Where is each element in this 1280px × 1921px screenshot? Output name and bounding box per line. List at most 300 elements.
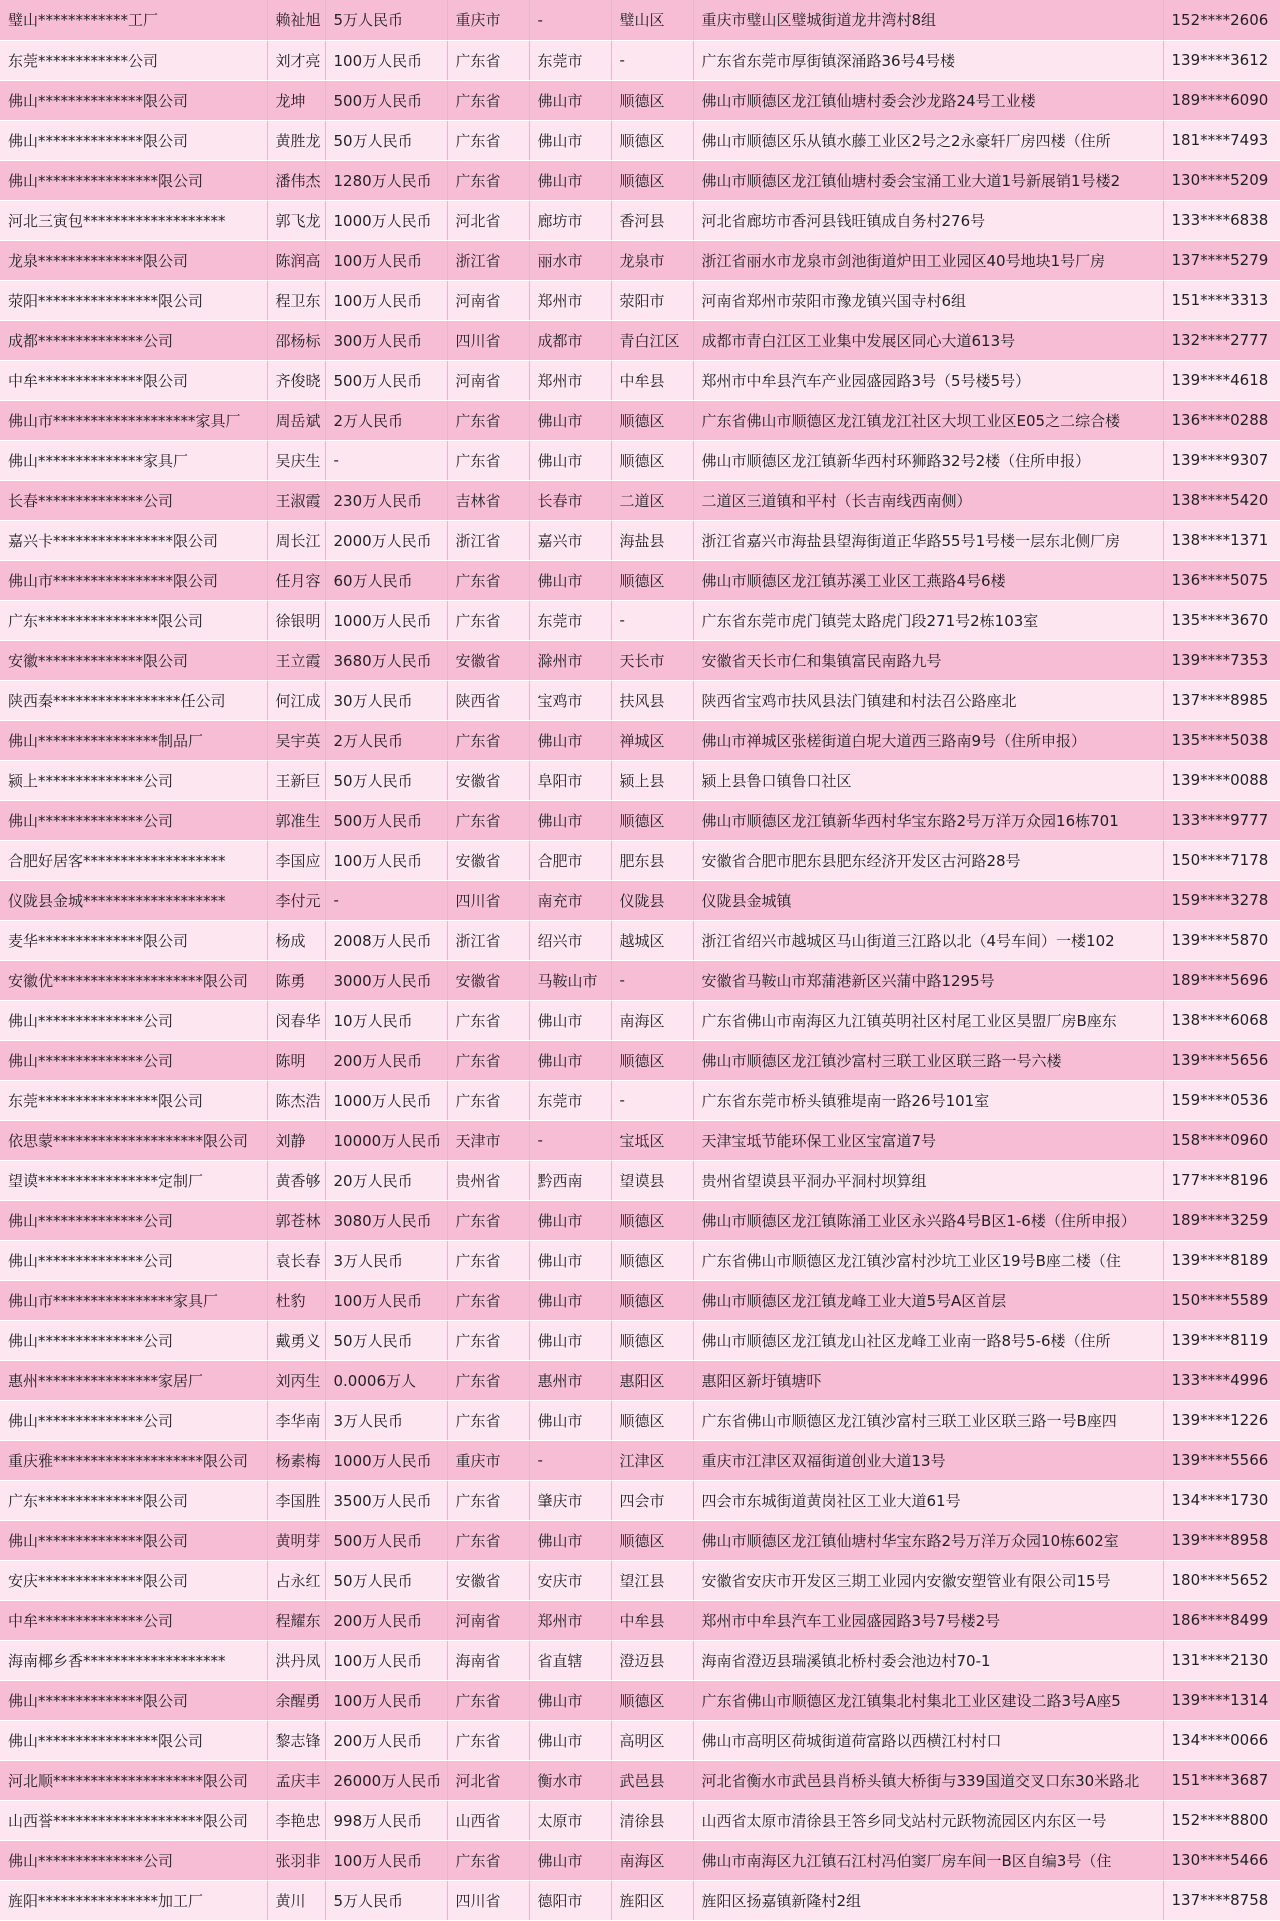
- registered-capital-cell: 500万人民币: [325, 80, 447, 120]
- district-cell: 清徐县: [611, 1800, 693, 1840]
- city-cell: 佛山市: [529, 440, 611, 480]
- city-cell: -: [529, 1120, 611, 1160]
- registered-capital-cell: 100万人民币: [325, 1680, 447, 1720]
- province-cell: 广东省: [447, 1080, 529, 1120]
- city-cell: 郑州市: [529, 1600, 611, 1640]
- company-name-cell: 佛山**************公司: [0, 800, 267, 840]
- phone-cell: 152****8800: [1163, 1800, 1280, 1840]
- registered-capital-cell: 50万人民币: [325, 1320, 447, 1360]
- table-row: [0, 360, 1280, 400]
- table-row: [0, 1440, 1280, 1480]
- company-name-cell: 颍上**************公司: [0, 760, 267, 800]
- province-cell: 浙江省: [447, 520, 529, 560]
- province-cell: 天津市: [447, 1120, 529, 1160]
- city-cell: 嘉兴市: [529, 520, 611, 560]
- address-cell: 佛山市顺德区乐从镇水藤工业区2号之2永豪轩厂房四楼（住所: [693, 120, 1163, 160]
- contact-name-cell: 王淑霞: [267, 480, 325, 520]
- company-name-cell: 佛山**************公司: [0, 1840, 267, 1880]
- address-cell: 海南省澄迈县瑞溪镇北桥村委会池边村70-1: [693, 1640, 1163, 1680]
- address-cell: 颍上县鲁口镇鲁口社区: [693, 760, 1163, 800]
- registered-capital-cell: 60万人民币: [325, 560, 447, 600]
- district-cell: 顺德区: [611, 1040, 693, 1080]
- registered-capital-cell: 1000万人民币: [325, 200, 447, 240]
- table-row: [0, 120, 1280, 160]
- district-cell: 璧山区: [611, 0, 693, 40]
- contact-name-cell: 吴庆生: [267, 440, 325, 480]
- contact-name-cell: 陈杰浩: [267, 1080, 325, 1120]
- province-cell: 广东省: [447, 800, 529, 840]
- city-cell: 佛山市: [529, 1680, 611, 1720]
- company-name-cell: 望谟****************定制厂: [0, 1160, 267, 1200]
- table-row: [0, 920, 1280, 960]
- district-cell: 二道区: [611, 480, 693, 520]
- contact-name-cell: 潘伟杰: [267, 160, 325, 200]
- province-cell: 广东省: [447, 1280, 529, 1320]
- company-name-cell: 广东****************限公司: [0, 600, 267, 640]
- contact-name-cell: 何江成: [267, 680, 325, 720]
- province-cell: 广东省: [447, 1680, 529, 1720]
- address-cell: 安徽省安庆市开发区三期工业园内安徽安塑管业有限公司15号: [693, 1560, 1163, 1600]
- city-cell: 德阳市: [529, 1880, 611, 1920]
- company-name-cell: 河北顺********************限公司: [0, 1760, 267, 1800]
- registered-capital-cell: 5万人民币: [325, 0, 447, 40]
- company-name-cell: 安徽优********************限公司: [0, 960, 267, 1000]
- contact-name-cell: 邵杨标: [267, 320, 325, 360]
- table-row: [0, 1080, 1280, 1120]
- contact-name-cell: 王立霞: [267, 640, 325, 680]
- address-cell: 广东省东莞市厚街镇深涌路36号4号楼: [693, 40, 1163, 80]
- contact-name-cell: 黄胜龙: [267, 120, 325, 160]
- address-cell: 广东省东莞市虎门镇莞太路虎门段271号2栋103室: [693, 600, 1163, 640]
- city-cell: 东莞市: [529, 600, 611, 640]
- district-cell: 顺德区: [611, 1200, 693, 1240]
- phone-cell: 139****3612: [1163, 40, 1280, 80]
- phone-cell: 137****8985: [1163, 680, 1280, 720]
- contact-name-cell: 赖祉旭: [267, 0, 325, 40]
- registered-capital-cell: 10万人民币: [325, 1000, 447, 1040]
- table-row: [0, 320, 1280, 360]
- address-cell: 惠阳区新圩镇塘吓: [693, 1360, 1163, 1400]
- district-cell: 天长市: [611, 640, 693, 680]
- registered-capital-cell: 100万人民币: [325, 1840, 447, 1880]
- city-cell: 佛山市: [529, 1000, 611, 1040]
- address-cell: 广东省佛山市顺德区龙江镇集北村集北工业区建设二路3号A座5: [693, 1680, 1163, 1720]
- province-cell: 四川省: [447, 320, 529, 360]
- phone-cell: 151****3687: [1163, 1760, 1280, 1800]
- province-cell: 广东省: [447, 720, 529, 760]
- registered-capital-cell: 50万人民币: [325, 760, 447, 800]
- registered-capital-cell: 500万人民币: [325, 1520, 447, 1560]
- city-cell: 佛山市: [529, 1240, 611, 1280]
- address-cell: 广东省佛山市顺德区龙江镇沙富村三联工业区联三路一号B座四: [693, 1400, 1163, 1440]
- table-row: [0, 280, 1280, 320]
- contact-name-cell: 郭飞龙: [267, 200, 325, 240]
- province-cell: 广东省: [447, 1520, 529, 1560]
- province-cell: 广东省: [447, 1240, 529, 1280]
- city-cell: 宝鸡市: [529, 680, 611, 720]
- district-cell: 旌阳区: [611, 1880, 693, 1920]
- province-cell: 山西省: [447, 1800, 529, 1840]
- address-cell: 安徽省合肥市肥东县肥东经济开发区古河路28号: [693, 840, 1163, 880]
- contact-name-cell: 刘丙生: [267, 1360, 325, 1400]
- district-cell: 顺德区: [611, 1240, 693, 1280]
- phone-cell: 133****4996: [1163, 1360, 1280, 1400]
- district-cell: 望江县: [611, 1560, 693, 1600]
- phone-cell: 135****3670: [1163, 600, 1280, 640]
- contact-name-cell: 李艳忠: [267, 1800, 325, 1840]
- phone-cell: 158****0960: [1163, 1120, 1280, 1160]
- phone-cell: 139****8958: [1163, 1520, 1280, 1560]
- phone-cell: 159****3278: [1163, 880, 1280, 920]
- table-row: [0, 0, 1280, 40]
- registered-capital-cell: 1280万人民币: [325, 160, 447, 200]
- contact-name-cell: 齐俊晓: [267, 360, 325, 400]
- district-cell: 顺德区: [611, 440, 693, 480]
- company-name-cell: 山西誉********************限公司: [0, 1800, 267, 1840]
- contact-name-cell: 占永红: [267, 1560, 325, 1600]
- registered-capital-cell: 0.0006万人: [325, 1360, 447, 1400]
- province-cell: 四川省: [447, 880, 529, 920]
- city-cell: 佛山市: [529, 1400, 611, 1440]
- contact-name-cell: 任月容: [267, 560, 325, 600]
- district-cell: 肥东县: [611, 840, 693, 880]
- registered-capital-cell: 1000万人民币: [325, 1440, 447, 1480]
- table-row: [0, 640, 1280, 680]
- address-cell: 河北省廊坊市香河县钱旺镇成自务村276号: [693, 200, 1163, 240]
- city-cell: 成都市: [529, 320, 611, 360]
- registered-capital-cell: 30万人民币: [325, 680, 447, 720]
- province-cell: 广东省: [447, 440, 529, 480]
- registered-capital-cell: 50万人民币: [325, 120, 447, 160]
- city-cell: 佛山市: [529, 1840, 611, 1880]
- district-cell: 颍上县: [611, 760, 693, 800]
- table-row: [0, 1680, 1280, 1720]
- city-cell: 佛山市: [529, 400, 611, 440]
- province-cell: 广东省: [447, 1720, 529, 1760]
- district-cell: 顺德区: [611, 1520, 693, 1560]
- district-cell: 四会市: [611, 1480, 693, 1520]
- city-cell: 佛山市: [529, 1520, 611, 1560]
- table-row: [0, 1200, 1280, 1240]
- registered-capital-cell: 200万人民币: [325, 1040, 447, 1080]
- phone-cell: 130****5209: [1163, 160, 1280, 200]
- district-cell: 青白江区: [611, 320, 693, 360]
- district-cell: -: [611, 1080, 693, 1120]
- address-cell: 佛山市顺德区龙江镇陈涌工业区永兴路4号B区1-6楼（住所申报）: [693, 1200, 1163, 1240]
- city-cell: 佛山市: [529, 1200, 611, 1240]
- registered-capital-cell: 230万人民币: [325, 480, 447, 520]
- table-row: [0, 1480, 1280, 1520]
- phone-cell: 137****8758: [1163, 1880, 1280, 1920]
- province-cell: 安徽省: [447, 1560, 529, 1600]
- address-cell: 浙江省嘉兴市海盐县望海街道正华路55号1号楼一层东北侧厂房: [693, 520, 1163, 560]
- phone-cell: 136****0288: [1163, 400, 1280, 440]
- phone-cell: 189****3259: [1163, 1200, 1280, 1240]
- district-cell: 南海区: [611, 1840, 693, 1880]
- registered-capital-cell: 3000万人民币: [325, 960, 447, 1000]
- district-cell: 荥阳市: [611, 280, 693, 320]
- registered-capital-cell: 100万人民币: [325, 280, 447, 320]
- address-cell: 佛山市顺德区龙江镇仙塘村华宝东路2号万洋万众园10栋602室: [693, 1520, 1163, 1560]
- phone-cell: 189****5696: [1163, 960, 1280, 1000]
- company-name-cell: 惠州****************家居厂: [0, 1360, 267, 1400]
- city-cell: 绍兴市: [529, 920, 611, 960]
- table-row: [0, 1040, 1280, 1080]
- table-row: [0, 1000, 1280, 1040]
- company-name-cell: 佛山**************公司: [0, 1400, 267, 1440]
- address-cell: 贵州省望谟县平洞办平洞村坝算组: [693, 1160, 1163, 1200]
- registered-capital-cell: 2000万人民币: [325, 520, 447, 560]
- table-row: [0, 1840, 1280, 1880]
- company-name-cell: 佛山**************公司: [0, 1200, 267, 1240]
- registered-capital-cell: 100万人民币: [325, 40, 447, 80]
- phone-cell: 139****5566: [1163, 1440, 1280, 1480]
- registered-capital-cell: 1000万人民币: [325, 600, 447, 640]
- city-cell: 佛山市: [529, 560, 611, 600]
- company-name-cell: 中牟**************公司: [0, 1600, 267, 1640]
- contact-name-cell: 郭苍林: [267, 1200, 325, 1240]
- contact-name-cell: 洪丹凤: [267, 1640, 325, 1680]
- registered-capital-cell: 200万人民币: [325, 1600, 447, 1640]
- company-name-cell: 佛山**************限公司: [0, 80, 267, 120]
- contact-name-cell: 龙坤: [267, 80, 325, 120]
- registered-capital-cell: 100万人民币: [325, 840, 447, 880]
- district-cell: 顺德区: [611, 400, 693, 440]
- city-cell: 郑州市: [529, 280, 611, 320]
- table-row: [0, 1320, 1280, 1360]
- table-row: [0, 1640, 1280, 1680]
- table-row: [0, 1160, 1280, 1200]
- phone-cell: 177****8196: [1163, 1160, 1280, 1200]
- address-cell: 仪陇县金城镇: [693, 880, 1163, 920]
- district-cell: 禅城区: [611, 720, 693, 760]
- company-name-cell: 佛山**************公司: [0, 1000, 267, 1040]
- address-cell: 佛山市顺德区龙江镇苏溪工业区工燕路4号6楼: [693, 560, 1163, 600]
- city-cell: 阜阳市: [529, 760, 611, 800]
- company-name-cell: 璧山************工厂: [0, 0, 267, 40]
- contact-name-cell: 戴勇义: [267, 1320, 325, 1360]
- registered-capital-cell: 3680万人民币: [325, 640, 447, 680]
- province-cell: 广东省: [447, 1040, 529, 1080]
- province-cell: 吉林省: [447, 480, 529, 520]
- phone-cell: 135****5038: [1163, 720, 1280, 760]
- company-name-cell: 佛山**************公司: [0, 1320, 267, 1360]
- phone-cell: 134****0066: [1163, 1720, 1280, 1760]
- table-row: [0, 1280, 1280, 1320]
- registered-capital-cell: 300万人民币: [325, 320, 447, 360]
- registered-capital-cell: -: [325, 880, 447, 920]
- province-cell: 安徽省: [447, 840, 529, 880]
- table-row: [0, 1600, 1280, 1640]
- company-name-cell: 龙泉**************限公司: [0, 240, 267, 280]
- city-cell: 衡水市: [529, 1760, 611, 1800]
- registered-capital-cell: 10000万人民币: [325, 1120, 447, 1160]
- company-name-cell: 佛山**************公司: [0, 1040, 267, 1080]
- company-name-cell: 合肥好居客*******************: [0, 840, 267, 880]
- district-cell: -: [611, 600, 693, 640]
- registered-capital-cell: 100万人民币: [325, 1640, 447, 1680]
- city-cell: 滁州市: [529, 640, 611, 680]
- address-cell: 山西省太原市清徐县王答乡同戈站村元跃物流园区内东区一号: [693, 1800, 1163, 1840]
- company-name-cell: 佛山市****************家具厂: [0, 1280, 267, 1320]
- contact-name-cell: 陈勇: [267, 960, 325, 1000]
- district-cell: 中牟县: [611, 360, 693, 400]
- registered-capital-cell: 2008万人民币: [325, 920, 447, 960]
- contact-name-cell: 袁长春: [267, 1240, 325, 1280]
- company-name-cell: 成都**************公司: [0, 320, 267, 360]
- registered-capital-cell: 3万人民币: [325, 1400, 447, 1440]
- address-cell: 二道区三道镇和平村（长吉南线西南侧）: [693, 480, 1163, 520]
- province-cell: 广东省: [447, 1840, 529, 1880]
- address-cell: 佛山市南海区九江镇石江村冯伯窦厂房车间一B区自编3号（住: [693, 1840, 1163, 1880]
- phone-cell: 159****0536: [1163, 1080, 1280, 1120]
- address-cell: 佛山市高明区荷城街道荷富路以西横江村村口: [693, 1720, 1163, 1760]
- table-row: [0, 1760, 1280, 1800]
- province-cell: 广东省: [447, 400, 529, 440]
- district-cell: 顺德区: [611, 1680, 693, 1720]
- province-cell: 陕西省: [447, 680, 529, 720]
- contact-name-cell: 黄明芽: [267, 1520, 325, 1560]
- table-row: [0, 80, 1280, 120]
- city-cell: 惠州市: [529, 1360, 611, 1400]
- address-cell: 佛山市顺德区龙江镇龙山社区龙峰工业南一路8号5-6楼（住所: [693, 1320, 1163, 1360]
- table-row: [0, 40, 1280, 80]
- city-cell: 佛山市: [529, 1720, 611, 1760]
- company-name-cell: 佛山**************限公司: [0, 1520, 267, 1560]
- company-name-cell: 佛山**************家具厂: [0, 440, 267, 480]
- phone-cell: 133****6838: [1163, 200, 1280, 240]
- phone-cell: 150****5589: [1163, 1280, 1280, 1320]
- province-cell: 广东省: [447, 600, 529, 640]
- address-cell: 广东省东莞市桥头镇雅堤南一路26号101室: [693, 1080, 1163, 1120]
- contact-name-cell: 刘才亮: [267, 40, 325, 80]
- registered-capital-cell: 100万人民币: [325, 240, 447, 280]
- company-name-cell: 海南椰乡香*******************: [0, 1640, 267, 1680]
- table-row: [0, 1800, 1280, 1840]
- phone-cell: 139****4618: [1163, 360, 1280, 400]
- table-row: [0, 400, 1280, 440]
- province-cell: 贵州省: [447, 1160, 529, 1200]
- table-row: [0, 1120, 1280, 1160]
- city-cell: 佛山市: [529, 120, 611, 160]
- contact-name-cell: 杜豹: [267, 1280, 325, 1320]
- city-cell: 廊坊市: [529, 200, 611, 240]
- city-cell: 佛山市: [529, 1280, 611, 1320]
- table-row: [0, 240, 1280, 280]
- table-row: [0, 200, 1280, 240]
- contact-name-cell: 李国应: [267, 840, 325, 880]
- address-cell: 旌阳区扬嘉镇新隆村2组: [693, 1880, 1163, 1920]
- district-cell: -: [611, 40, 693, 80]
- city-cell: 太原市: [529, 1800, 611, 1840]
- phone-cell: 186****8499: [1163, 1600, 1280, 1640]
- company-name-cell: 广东**************限公司: [0, 1480, 267, 1520]
- city-cell: -: [529, 0, 611, 40]
- district-cell: 海盐县: [611, 520, 693, 560]
- district-cell: 顺德区: [611, 1400, 693, 1440]
- address-cell: 佛山市顺德区龙江镇新华西村华宝东路2号万洋万众园16栋701: [693, 800, 1163, 840]
- phone-cell: 139****7353: [1163, 640, 1280, 680]
- registered-capital-cell: 1000万人民币: [325, 1080, 447, 1120]
- registered-capital-cell: 2万人民币: [325, 720, 447, 760]
- province-cell: 广东省: [447, 560, 529, 600]
- contact-name-cell: 周岳斌: [267, 400, 325, 440]
- table-row: [0, 760, 1280, 800]
- table-row: [0, 1400, 1280, 1440]
- contact-name-cell: 黄香够: [267, 1160, 325, 1200]
- table-row: [0, 880, 1280, 920]
- province-cell: 重庆市: [447, 0, 529, 40]
- company-name-cell: 长春**************公司: [0, 480, 267, 520]
- district-cell: 高明区: [611, 1720, 693, 1760]
- district-cell: -: [611, 960, 693, 1000]
- province-cell: 浙江省: [447, 920, 529, 960]
- city-cell: 省直辖: [529, 1640, 611, 1680]
- table-row: [0, 480, 1280, 520]
- province-cell: 广东省: [447, 1000, 529, 1040]
- province-cell: 广东省: [447, 160, 529, 200]
- phone-cell: 130****5466: [1163, 1840, 1280, 1880]
- district-cell: 惠阳区: [611, 1360, 693, 1400]
- district-cell: 武邑县: [611, 1760, 693, 1800]
- address-cell: 安徽省马鞍山市郑蒲港新区兴蒲中路1295号: [693, 960, 1163, 1000]
- province-cell: 浙江省: [447, 240, 529, 280]
- contact-name-cell: 李国胜: [267, 1480, 325, 1520]
- company-name-cell: 佛山市****************限公司: [0, 560, 267, 600]
- phone-cell: 139****1226: [1163, 1400, 1280, 1440]
- registered-capital-cell: -: [325, 440, 447, 480]
- address-cell: 重庆市江津区双福街道创业大道13号: [693, 1440, 1163, 1480]
- province-cell: 广东省: [447, 1400, 529, 1440]
- phone-cell: 136****5075: [1163, 560, 1280, 600]
- city-cell: 东莞市: [529, 1080, 611, 1120]
- phone-cell: 138****1371: [1163, 520, 1280, 560]
- registered-capital-cell: 998万人民币: [325, 1800, 447, 1840]
- company-name-cell: 佛山****************制品厂: [0, 720, 267, 760]
- contact-name-cell: 吴宇英: [267, 720, 325, 760]
- table-row: [0, 1520, 1280, 1560]
- registered-capital-cell: 26000万人民币: [325, 1760, 447, 1800]
- table-row: [0, 840, 1280, 880]
- province-cell: 河北省: [447, 200, 529, 240]
- phone-cell: 131****2130: [1163, 1640, 1280, 1680]
- province-cell: 重庆市: [447, 1440, 529, 1480]
- district-cell: 顺德区: [611, 160, 693, 200]
- registered-capital-cell: 200万人民币: [325, 1720, 447, 1760]
- company-name-cell: 安庆**************限公司: [0, 1560, 267, 1600]
- address-cell: 广东省佛山市顺德区龙江镇龙江社区大坝工业区E05之二综合楼: [693, 400, 1163, 440]
- registered-capital-cell: 500万人民币: [325, 800, 447, 840]
- registered-capital-cell: 3500万人民币: [325, 1480, 447, 1520]
- registered-capital-cell: 2万人民币: [325, 400, 447, 440]
- address-cell: 重庆市璧山区璧城街道龙井湾村8组: [693, 0, 1163, 40]
- city-cell: 佛山市: [529, 720, 611, 760]
- phone-cell: 181****7493: [1163, 120, 1280, 160]
- phone-cell: 139****5656: [1163, 1040, 1280, 1080]
- province-cell: 河南省: [447, 1600, 529, 1640]
- province-cell: 广东省: [447, 1320, 529, 1360]
- address-cell: 浙江省丽水市龙泉市剑池街道炉田工业园区40号地块1号厂房: [693, 240, 1163, 280]
- phone-cell: 132****2777: [1163, 320, 1280, 360]
- province-cell: 广东省: [447, 40, 529, 80]
- district-cell: 澄迈县: [611, 1640, 693, 1680]
- address-cell: 佛山市顺德区龙江镇沙富村三联工业区联三路一号六楼: [693, 1040, 1163, 1080]
- table-row: [0, 800, 1280, 840]
- province-cell: 四川省: [447, 1880, 529, 1920]
- address-cell: 四会市东城街道黄岗社区工业大道61号: [693, 1480, 1163, 1520]
- address-cell: 河北省衡水市武邑县肖桥头镇大桥街与339国道交叉口东30米路北: [693, 1760, 1163, 1800]
- company-name-cell: 嘉兴卡****************限公司: [0, 520, 267, 560]
